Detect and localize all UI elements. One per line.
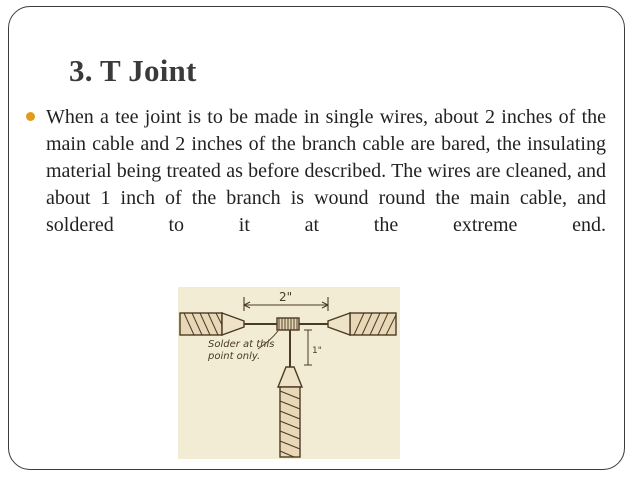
main-dimension-label: 2" bbox=[279, 290, 293, 304]
bullet-text: When a tee joint is to be made in single wires, about 2 inches of the main cable and 2 inches of the branch cable are bared, the insulating material being treated as before described. The wires are cleaned, and about 1 inch of the branch is wound round the main cable, and soldered to it at the extreme end. bbox=[46, 106, 606, 236]
right-cable-insulation bbox=[350, 313, 396, 335]
slide-title: 3. T Joint bbox=[69, 53, 197, 88]
bullet-icon bbox=[26, 112, 35, 121]
branch-dimension-label: 1" bbox=[312, 346, 322, 356]
solder-note-box bbox=[208, 339, 276, 389]
t-joint-diagram bbox=[178, 287, 400, 459]
t-joint-illustration bbox=[178, 287, 400, 459]
coil-turns bbox=[279, 318, 297, 330]
solder-note: Solder at this point only. bbox=[208, 339, 275, 362]
